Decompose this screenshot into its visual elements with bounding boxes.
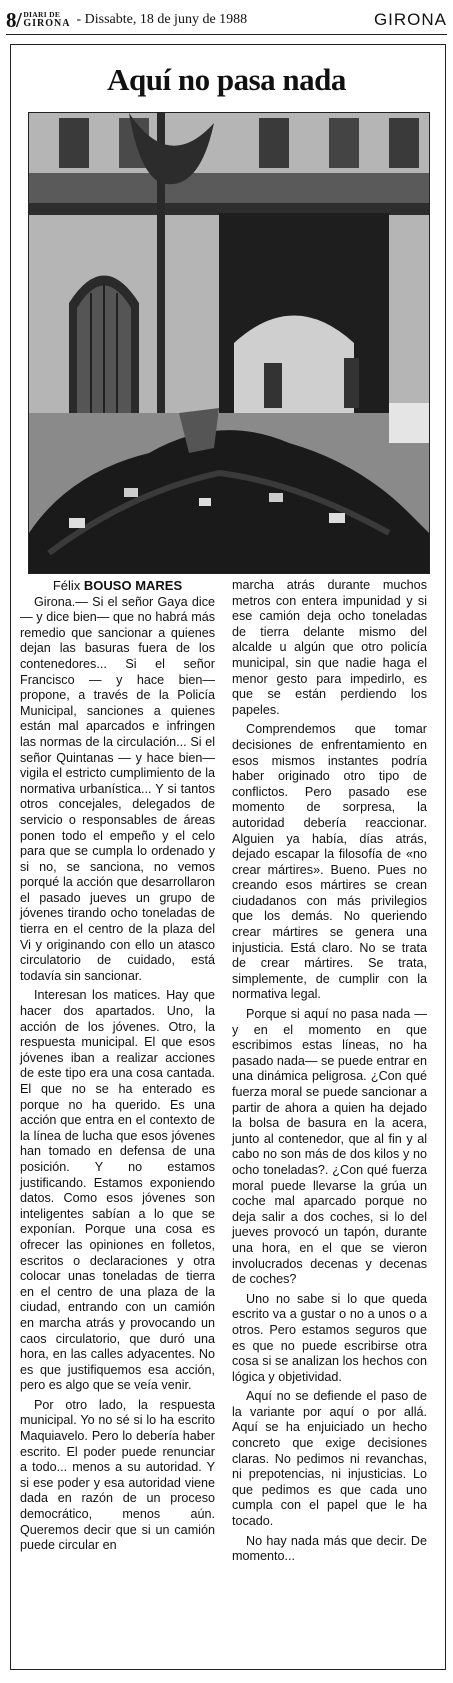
newspaper-logo: [23, 11, 70, 29]
paragraph: marcha atrás durante muchos metros con entera impunidad y si ese camión deja ocho toneladas de tierra delante mismo del alcalde u algún que otro policía municipal, sin que nadie haga el menor gesto para impedirlo, es que se están perdiendo los papeles.: [232, 578, 427, 717]
paragraph: Girona.— Si el señor Gaya dice — y dice bien— que no habrá más remedio que sancionar a quienes dejan las basuras fuera de los contenedores... Si el señor Francisco — y hace bien— propone, a través de la Policía Municipal, sanciones a quienes están mal aparcados e infringen las normas de la circulación... Si el señor Quintanas — y hace bien— vigila el estricto cumplimiento de la normativa urbanística... Y si tantos otros concejales, delegados de servicio o responsables de áreas ponen todo el empeño y el celo para que se cumpla lo ordenado y si no, se sanciona, no vemos porqué la acción que desarrollaron el pasado jueves un grupo de jóvenes tirando ocho toneladas de tierra en el centro de la plaza del Vi y originando con ello un atasco circulatorio de cuidado, está todavía sin sancionar.: [20, 594, 215, 983]
byline: [20, 578, 215, 594]
page-number: 8/: [6, 7, 22, 32]
headline: Aquí no pasa nada: [107, 62, 346, 97]
article-photo: [28, 112, 430, 574]
article-column-right: [232, 578, 427, 1569]
byline-last-name: BOUSO MARES: [83, 578, 183, 593]
paragraph: Aquí no se defiende el paso de la variante por aquí o por allá. Aquí se ha enjuiciado un hecho concreto que exige decisiones claras. No pedimos ni revanchas, ni prepotencias, ni injusticias. Lo que pedimos es que cada uno cumpla con el papel que le ha tocado.: [232, 1389, 427, 1529]
article-column-left: [20, 578, 215, 1558]
paragraph: Porque si aquí no pasa nada —y en el momento en que escribimos estas líneas, no ha pasado nada— se puede entrar en una dinámica peligrosa. ¿Con qué fuerza moral se puede sancionar a partir de ahora a quien ha dejado la bolsa de basura en la acera, junto al contenedor, que al fin y al cabo no son más de dos kilos y no ocho toneladas?. ¿Con qué fuerza moral puede llevarse la grúa un coche mal aparcado porque no deja salir a dos coches, si lo del jueves provocó un tapón, durante una hora, en el que se vieron involucrados decenas y decenas de coches?: [232, 1007, 427, 1287]
section-name: GIRONA: [373, 10, 447, 29]
paragraph: Uno no sabe si lo que queda escrito va a gustar o no a unos o a otros. Pero estamos seguros que es que no puede escribirse otra cosa si se analizan los hechos con lógica y objetividad.: [232, 1291, 427, 1384]
logo-line-2: GIRONA: [23, 17, 71, 29]
paragraph: No hay nada más que decir. De momento...: [232, 1533, 427, 1564]
paragraph: Por otro lado, la respuesta municipal. Yo no sé si lo ha escrito Maquiavelo. Pero lo debería haber escrito. El poder puede renunciar a todo... menos a su autoridad. Y si ese poder y esa autoridad viene dada en razón de un proceso democrático, menos aún. Queremos decir que si un camión puede circular en: [20, 1397, 215, 1553]
issue-date: - Dissabte, 18 de juny de 1988: [76, 12, 248, 27]
page-header: [6, 6, 447, 35]
street-scene-photo-icon: [29, 113, 429, 573]
paragraph: Comprendemos que tomar decisiones de enfrentamiento en esos mismos instantes podría haber originado otro tipo de conflictos. Pero pasado ese momento de sorpresa, la autoridad debería reaccionar. Alguien ya había, días atrás, dejado escapar la filosofía de «no crear mártires». Bueno. Pues no creando esos mártires se crean ciudadanos con más privilegios que los demás. No queriendo crear mártires se genera una injusticia. Está claro. No se trata de crear mártires. Se trata, simplemente, de cumplir con la normativa legal.: [232, 722, 427, 1002]
article-body: [20, 578, 438, 1666]
logo-line-1: DIARI DE: [23, 10, 61, 20]
paragraph: Interesan los matices. Hay que hacer dos apartados. Uno, la acción de los jóvenes. Otro, la respuesta municipal. El que esos jóvenes iban a realizar acciones de este tipo era una cosa cantada. El que no se ha enterado es porque no ha querido. Es una acción que entra en el contexto de la línea de lucha que esos jóvenes han tomado en defensa de una posición. Y no estamos justificando. Estamos exponiendo datos. Como esos jóvenes son inteligentes sabían a lo que se exponían. Porque una cosa es ofrecer las opiniones en folletos, escritos o declaraciones y otra colocar unas toneladas de tierra en el centro de una plaza de la ciudad, entrando con un camión en marcha atrás y provocando un caos circulatorio, que duró una hora, en las calles adyacentes. No es que justifiquemos esa acción, pero es algo que se veía venir.: [20, 988, 215, 1393]
byline-first-name: Félix: [52, 578, 81, 593]
